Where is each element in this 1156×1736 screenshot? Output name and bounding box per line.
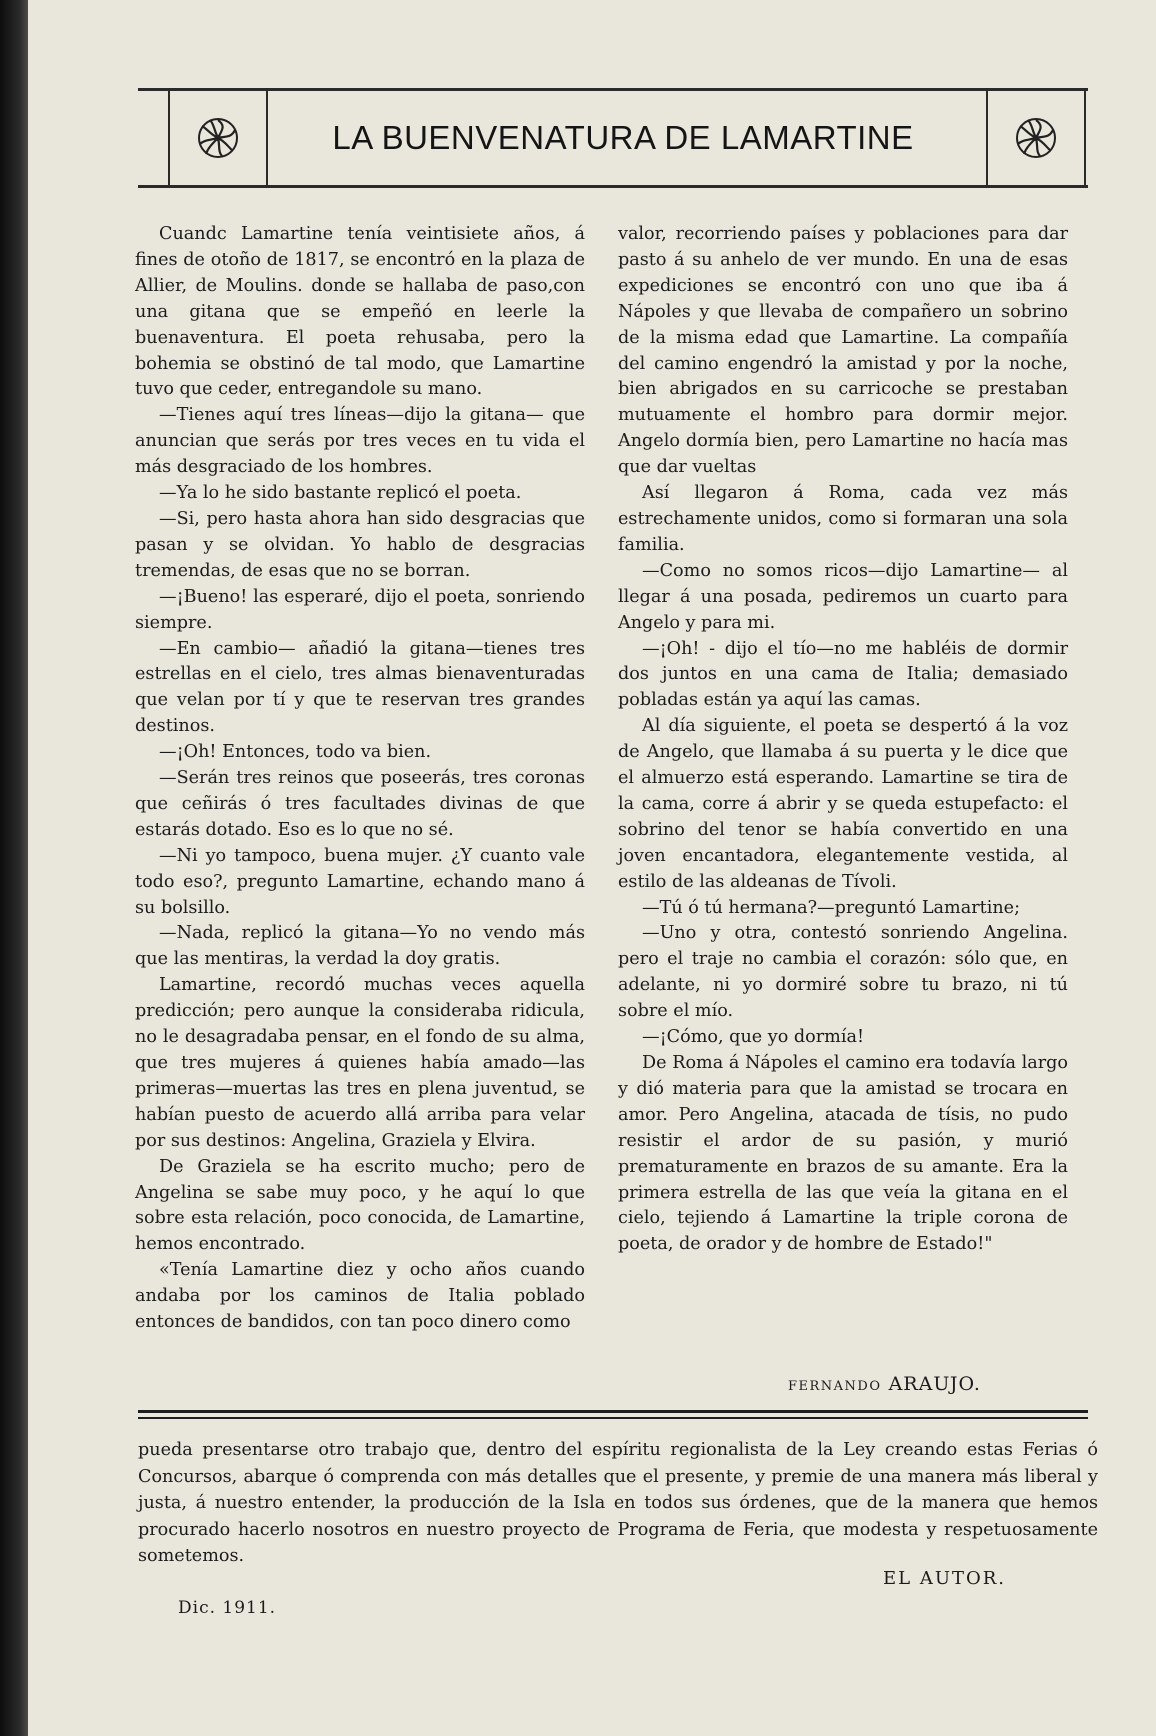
page-title: LA BUENVENATURA DE LAMARTINE	[332, 119, 914, 156]
paragraph: De Roma á Nápoles el camino era todavía largo y dió materia para que la amistad se trocara en amor. Pero Angelina, atacada de tísis, no pudo resistir el ardor de su pasión, y murió prematuramente en brazos de su amante. Era la primera estrella de las que veía la gitana en el cielo, tejiendo á Lamartine la triple corona de poeta, de orador y de hombre de Estado!"	[618, 1053, 1068, 1255]
paragraph: De Graziela se ha escrito mucho; pero de Angelina se sabe muy poco, y he aquí lo que sobre esta relación, poco conocida, de Lamartine, hemos encontrado.	[135, 1156, 585, 1255]
paragraph: —Tienes aquí tres líneas—dijo la gitana— que anuncian que serás por tres veces en tu vida el más desgraciado de los hombres.	[135, 405, 585, 478]
paragraph: «Tenía Lamartine diez y ocho años cuando andaba por los caminos de Italia poblado entonces de bandidos, con tan poco dinero como	[135, 1260, 585, 1333]
header-ornament-right	[986, 91, 1086, 185]
closing-paragraph: pueda presentarse otro trabajo que, dentro del espíritu regionalista de la Ley creando estas Ferias ó Concursos, abarque ó comprenda con más detalles que el presente, y premie de una manera más liberal y justa, á nuestro entender, la producción de la Isla en todos sus órdenes, que de la manera que hemos procurado hacerlo nosotros en nuestro proyecto de Programa de Feria, que modesta y respetuosamente sometemos.	[138, 1440, 1098, 1566]
closing-text	[138, 1437, 1098, 1570]
signature-first-name: FERNANDO	[788, 1379, 882, 1394]
paragraph: Al día siguiente, el poeta se despertó á la voz de Angelo, que llamaba á su puerta y le dice que el almuerzo está esperando. Lamartine se tira de la cama, corre á abrir y se queda estupefacto: el sobrino del tenor se había convertido en una joven encantadora, elegantemente vestida, al estilo de las aldeanas de Tívoli.	[618, 716, 1068, 892]
paragraph: —¡Oh! Entonces, todo va bien.	[159, 742, 432, 763]
divider-rule	[138, 1417, 1088, 1419]
header-frame	[138, 88, 1088, 188]
rosette-icon	[1014, 116, 1058, 160]
rosette-icon	[196, 116, 240, 160]
paragraph: —En cambio— añadió la gitana—tienes tres estrellas en el cielo, tres almas bienaventuradas que velan por tí y que te reservan tres grandes destinos.	[135, 638, 585, 737]
closing-author: EL AUTOR.	[883, 1568, 1007, 1589]
paragraph: —¡Bueno! las esperaré, dijo el poeta, sonriendo siempre.	[135, 586, 585, 633]
paragraph: Así llegaron á Roma, cada vez más estrechamente unidos, como si formaran una sola familia.	[618, 483, 1068, 555]
article-column-right	[618, 222, 1068, 1258]
article-column-left	[135, 222, 585, 1336]
paragraph: —Ni yo tampoco, buena mujer. ¿Y cuanto vale todo eso?, pregunto Lamartine, echando mano á su bolsillo.	[135, 845, 585, 918]
paragraph: —Como no somos ricos—dijo Lamartine— al llegar á una posada, pediremos un cuarto para Angelo y para mi.	[618, 560, 1068, 633]
paragraph: Cuandc Lamartine tenía veintisiete años, á fines de otoño de 1817, se encontró en la plaza de Allier, de Moulins. donde se hallaba de paso,con una gitana que se empeñó en leerle la buenaventura. El poeta rehusaba, pero la bohemia se obstinó de tal modo, que Lamartine tuvo que ceder, entregandole su mano.	[135, 224, 585, 400]
page	[28, 0, 1156, 1736]
paragraph: —Tú ó tú hermana?—preguntó Lamartine;	[642, 897, 1020, 918]
article-signature	[788, 1373, 981, 1395]
paragraph: valor, recorriendo países y poblaciones para dar pasto á su anhelo de ver mundo. En una de esas expediciones se encontró con uno que iba á Nápoles y que llevaba de compañero un sobrino de la misma edad que Lamartine. La compañía del camino engendró la amistad y por la noche, bien abrigados en su carricoche se prestaban mutuamente el hombro para dormir mejor. Angelo dormía bien, pero Lamartine no hacía mas que dar vueltas	[618, 224, 1068, 478]
signature-last-name: ARAUJO.	[888, 1373, 981, 1395]
closing-date: Dic. 1911.	[178, 1598, 277, 1618]
paragraph: —Si, pero hasta ahora han sido desgracias que pasan y se olvidan. Yo hablo de desgracias tremendas, de esas que no se borran.	[135, 508, 585, 581]
paragraph: —Nada, replicó la gitana—Yo no vendo más que las mentiras, la verdad la doy gratis.	[135, 923, 585, 970]
paragraph: —¡Oh! - dijo el tío—no me habléis de dormir dos juntos en una cama de Italia; demasiado pobladas están ya aquí las camas.	[618, 638, 1068, 711]
divider-rule	[138, 1410, 1088, 1413]
paragraph: —Uno y otra, contestó sonriendo Angelina. pero el traje no cambia el corazón: sólo que, en adelante, ni yo dormiré sobre tu brazo, ni tú sobre el mío.	[618, 923, 1068, 1022]
header-ornament-left	[168, 91, 268, 185]
paragraph: —Serán tres reinos que poseerás, tres coronas que ceñirás ó tres facultades divinas de que estarás dotado. Eso es lo que no sé.	[135, 768, 585, 840]
paragraph: —Ya lo he sido bastante replicó el poeta.	[159, 483, 522, 504]
paragraph: Lamartine, recordó muchas veces aquella predicción; pero aunque la consideraba ridicula, no le desagradaba pensar, en el fondo de su alma, que tres mujeres á quienes había amado—las primeras—muertas las tres en plena juventud, se habían puesto de acuerdo allá arriba para velar por sus destinos: Angelina, Graziela y Elvira.	[135, 975, 585, 1151]
paragraph: —¡Cómo, que yo dormía!	[642, 1027, 865, 1048]
